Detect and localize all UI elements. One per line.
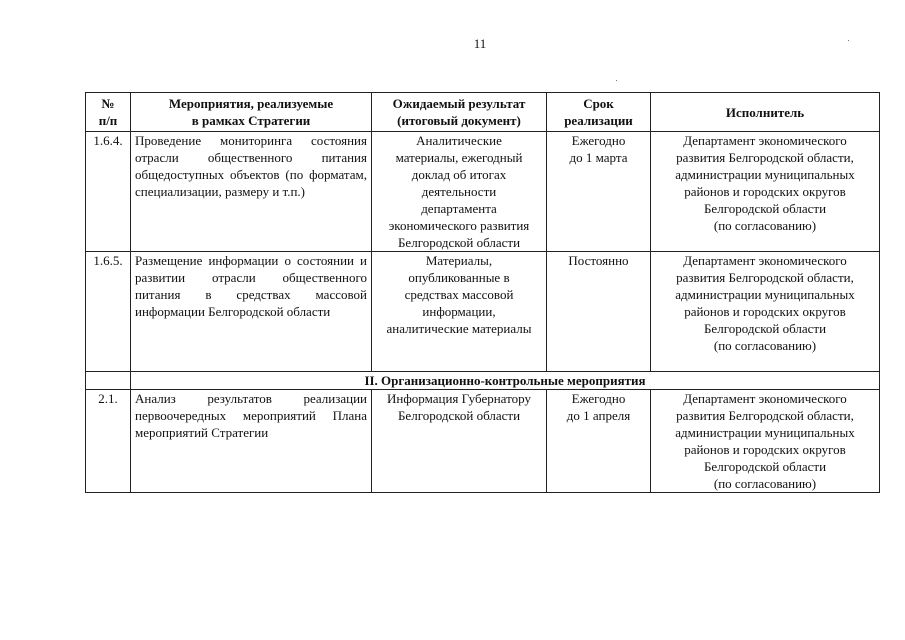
- table-row: [86, 252, 880, 372]
- scan-speck: [848, 40, 849, 41]
- page-number: 11: [473, 36, 487, 51]
- section-empty-cell: [86, 372, 131, 390]
- section-row: [86, 372, 880, 390]
- header-result: Ожидаемый результат (итоговый документ): [372, 93, 547, 132]
- row-result: Материалы, опубликованные в средствах массовой информации, аналитические материалы: [372, 252, 547, 372]
- row-result: Аналитические материалы, ежегодный доклад об итогах деятельности департамента экономического развития Белгородской области: [372, 132, 547, 252]
- scan-speck: [616, 80, 617, 81]
- row-executor: Департамент экономического развития Белгородской области, администрации муниципальных районов и городских округов Белгородской области (по согласованию): [651, 252, 880, 372]
- row-event: Проведение мониторинга состояния отрасли общественного питания общедоступных объектов (по форматам, специализации, размеру и т.п.): [131, 132, 372, 252]
- header-executor: Исполнитель: [651, 93, 880, 132]
- row-number: 2.1.: [86, 390, 131, 493]
- header-event: Мероприятия, реализуемые в рамках Стратегии: [131, 93, 372, 132]
- row-event: Размещение информации о состоянии и развитии отрасли общественного питания в средствах массовой информации Белгородской области: [131, 252, 372, 372]
- row-number: 1.6.4.: [86, 132, 131, 252]
- row-term: Постоянно: [547, 252, 651, 372]
- header-term: Срок реализации: [547, 93, 651, 132]
- table-row: [86, 132, 880, 252]
- header-number: № п/п: [86, 93, 131, 132]
- table-row: [86, 390, 880, 493]
- row-executor: Департамент экономического развития Белгородской области, администрации муниципальных районов и городских округов Белгородской области (по согласованию): [651, 132, 880, 252]
- row-event: Анализ результатов реализации первоочередных мероприятий Плана мероприятий Стратегии: [131, 390, 372, 493]
- action-plan-table: [85, 92, 880, 493]
- row-term: Ежегодно до 1 апреля: [547, 390, 651, 493]
- section-title: II. Организационно-контрольные мероприятия: [131, 372, 880, 390]
- row-number: 1.6.5.: [86, 252, 131, 372]
- row-term: Ежегодно до 1 марта: [547, 132, 651, 252]
- row-result: Информация Губернатору Белгородской области: [372, 390, 547, 493]
- row-executor: Департамент экономического развития Белгородской области, администрации муниципальных районов и городских округов Белгородской области (по согласованию): [651, 390, 880, 493]
- table-header-row: [86, 93, 880, 132]
